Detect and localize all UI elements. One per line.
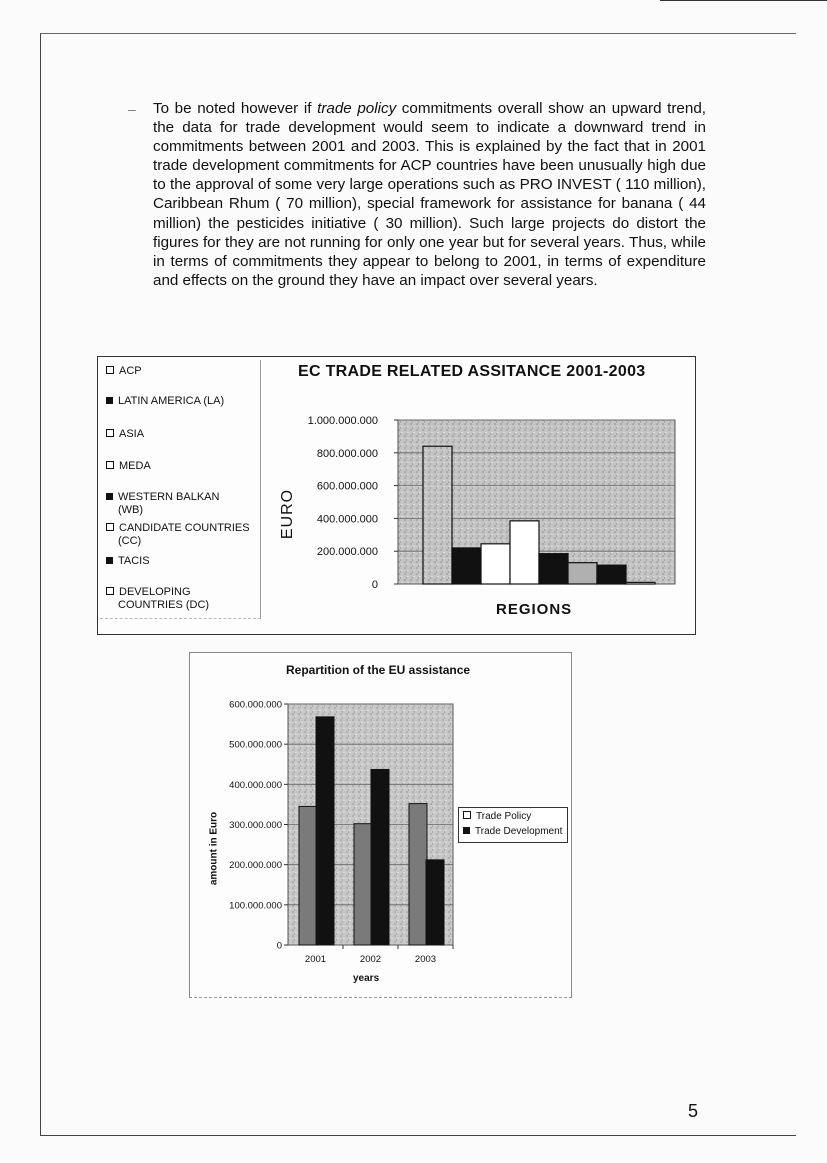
bullet-dash: –: [128, 101, 136, 117]
legend2-item-0: [463, 811, 531, 823]
legend-label: ASIA: [119, 428, 145, 440]
chart1-bar: [597, 565, 626, 584]
chart2-ylabel: amount in Euro: [208, 811, 220, 886]
legend-label: Trade Development: [475, 826, 563, 837]
series-legend: [458, 807, 568, 843]
legend-label: DEVELOPING: [119, 586, 191, 598]
chart2-ytick-label: 600.000.000: [229, 699, 282, 711]
legend-swatch: [106, 523, 114, 531]
chart1-bar: [626, 582, 655, 584]
para-part1: To be noted however if: [153, 100, 318, 117]
legend-label: MEDA: [119, 460, 151, 472]
chart1-plot-area: [398, 420, 675, 584]
legend-swatch: [463, 827, 470, 834]
chart1-ylabel: EURO: [279, 488, 297, 540]
legend-swatch: [106, 366, 114, 374]
chart1-bar: [452, 548, 481, 584]
chart2-xtick-label: 2001: [304, 954, 327, 965]
legend-label: Trade Policy: [476, 811, 532, 822]
chart2-bar: [299, 806, 317, 945]
chart2-title: Repartition of the EU assistance: [286, 663, 471, 677]
legend-label: CANDIDATE COUNTRIES: [119, 522, 250, 534]
legend-swatch: [106, 429, 114, 437]
legend-swatch: [106, 461, 114, 469]
chart2-ytick-label: 500.000.000: [229, 739, 282, 751]
chart2-plot-area: [288, 704, 453, 945]
legend-item-6: [106, 555, 150, 568]
legend-swatch: [463, 811, 471, 819]
chart1-bar: [510, 521, 539, 584]
chart2-ytick-label: 300.000.000: [229, 820, 282, 831]
legend-item-2: [106, 428, 144, 441]
legend-item-0: [106, 365, 142, 378]
legend2-item-1: [463, 826, 562, 838]
legend-label: ACP: [119, 365, 142, 377]
legend-item-5: [106, 522, 250, 548]
legend-label: (WB): [118, 504, 144, 516]
chart1-ytick-label: 600.000.000: [316, 480, 378, 493]
top-rule: [660, 0, 827, 1]
chart1-bar: [539, 554, 568, 584]
legend-item-3: [106, 460, 151, 473]
legend-label: COUNTRIES (DC): [118, 599, 210, 611]
legend-label: LATIN AMERICA (LA): [118, 395, 225, 407]
chart2-ytick-label: 400.000.000: [229, 779, 282, 791]
chart1-title: EC TRADE RELATED ASSITANCE 2001-2003: [298, 363, 646, 380]
page-number: 5: [688, 1101, 699, 1121]
legend-label: WESTERN BALKAN: [118, 491, 220, 503]
body-paragraph: [153, 99, 706, 290]
chart2-ytick-label: 100.000.000: [229, 900, 282, 912]
legend-label: (CC): [118, 535, 142, 547]
trade-assistance-chart: [97, 356, 696, 635]
chart2-bar: [426, 860, 444, 945]
legend-swatch: [106, 587, 114, 595]
legend-item-1: [106, 395, 224, 408]
chart1-xlabel: REGIONS: [496, 601, 573, 618]
chart1-ytick-label: 1.000.000.000: [307, 415, 378, 427]
chart2-bar: [409, 804, 427, 945]
eu-assistance-chart: [189, 652, 572, 998]
chart2-xtick-label: 2002: [359, 954, 382, 965]
legend-swatch: [106, 557, 113, 564]
chart1-ytick-label: 400.000.000: [316, 513, 378, 526]
chart2-ytick-label: 0: [276, 940, 282, 952]
chart1-ytick-label: 800.000.000: [316, 447, 378, 460]
chart2-bar: [316, 717, 334, 945]
chart2-bar: [354, 824, 372, 945]
legend-item-7: [106, 586, 209, 612]
legend-item-4: [106, 491, 219, 517]
legend-swatch: [106, 493, 113, 500]
legend-swatch: [106, 397, 113, 404]
regions-legend: [100, 360, 261, 619]
chart2-xtick-label: 2003: [414, 954, 437, 965]
chart2-xlabel: years: [353, 973, 380, 984]
para-italic: trade policy: [317, 100, 397, 117]
chart1-ytick-label: 200.000.000: [316, 546, 378, 559]
legend-label: TACIS: [118, 555, 150, 567]
chart2-ytick-label: 200.000.000: [229, 860, 282, 872]
chart1-bar: [423, 446, 452, 584]
chart1-ytick-label: 0: [371, 579, 378, 591]
chart1-bar: [481, 544, 510, 584]
chart2-bar: [371, 769, 389, 945]
chart1-bar: [568, 563, 597, 584]
para-part2: commitments overall show an upward trend, the data for trade development would seem to indicate a downward trend in commitments between 2001 and 2003. This is explained by the fact that in 2001 trade development commitments for ACP countries have been unusually high due to the approval of some very large operations such as PRO INVEST ( 110 million), Caribbean Rhum ( 70 million), special framework for assistance for banana ( 44 million) the pesticides initiative ( 30 million). Such large projects do distort the figures for they are not running for only one year but for several years. Thus, while in terms of commitments they appear to belong to 2001, in terms of expenditure and effects on the ground they have an impact over several years.: [153, 100, 706, 289]
